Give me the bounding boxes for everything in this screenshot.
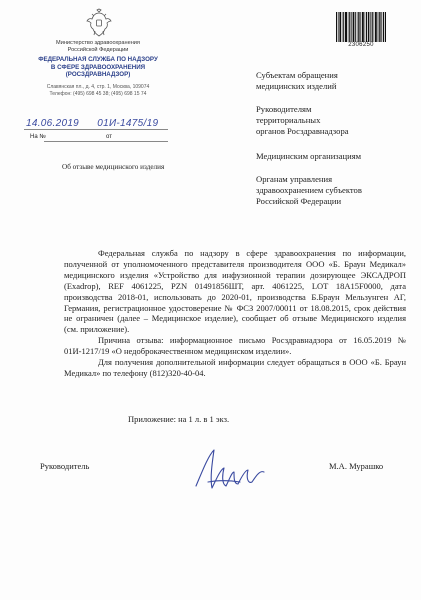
reference-label: На №: [30, 134, 46, 140]
letter-number: 01И-1475/19: [97, 118, 159, 129]
service-line: В СФЕРЕ ЗДРАВООХРАНЕНИЯ: [50, 63, 146, 71]
service-line: ФЕДЕРАЛЬНАЯ СЛУЖБА ПО НАДЗОРУ: [38, 56, 158, 63]
service-line: (РОСЗДРАВНАДЗОР): [65, 71, 131, 78]
letter-subject: Об отзыве медицинского изделия: [62, 163, 165, 171]
barcode-icon: [336, 12, 386, 42]
address-line: Телефон: (495) 698 45 38; (495) 698 15 74: [49, 91, 147, 97]
barcode-number: 2306250: [348, 42, 374, 48]
signer-name: М.А. Мурашко: [329, 461, 384, 471]
body-paragraph: Федеральная служба по надзору в сфере здравоохранения по информации, полученной от уполномоченного представителя производителя ООО «Б. Браун Медикал» медицинского изделия «Устройство для инфузионной терапии дозирующее ЭКСАДРОП (Exadrop), REF 4061225, PZN 01491856ШТ, арт. 4061225, LOT 18A15F0000, дата производства 2018-01, использовать до 2020-01, производства Б.Браун Мельзунген АГ, Германия, регистрационное удостоверение № ФСЗ 2007/00011 от 18.08.2015, срок действия не ограничен (далее – Медицинское изделие), сообщает об отзыве Медицинского изделия (см. приложение).: [64, 248, 406, 335]
recipient-line: медицинских изделий: [256, 81, 337, 91]
recipient-block: [256, 104, 406, 137]
body-paragraph: Для получения дополнительной информации следует обращаться в ООО «Б. Браун Медикал» по телефону (812)320-40-04.: [64, 357, 406, 378]
reference-from-label: от: [106, 134, 112, 140]
sender-address: [24, 84, 172, 98]
ministry-name: [24, 40, 172, 54]
ministry-line: Министерство здравоохранения: [56, 40, 140, 46]
handwritten-date-number: [26, 118, 158, 129]
recipient-block: [256, 151, 406, 162]
recipient-block: [256, 174, 406, 207]
body-paragraph: Причина отзыва: информационное письмо Росздравнадзора от 16.05.2019 № 01И-1217/19 «О недоброкачественном медицинском изделии».: [64, 335, 406, 357]
service-name: [24, 56, 172, 79]
date-underline: [24, 129, 168, 130]
recipient-line: Медицинским организациям: [256, 151, 362, 161]
reference-underline: [44, 141, 168, 142]
attachment-note: Приложение: на 1 л. в 1 экз.: [128, 414, 230, 424]
signer-role: Руководитель: [40, 461, 90, 471]
recipient-line: Руководителям: [256, 104, 312, 114]
recipient-line: Российской Федерации: [256, 196, 342, 206]
letter-date: 14.06.2019: [26, 118, 80, 129]
recipient-line: территориальных: [256, 115, 321, 125]
ministry-line: Российской Федерации: [67, 47, 129, 53]
handwritten-signature-icon: [188, 442, 278, 502]
state-emblem-icon: [86, 8, 112, 38]
recipient-line: здравоохранением субъектов: [256, 185, 362, 195]
recipient-line: органов Росздравнадзора: [256, 126, 349, 136]
address-line: Славянская пл., д. 4, стр. 1, Москва, 109074: [46, 84, 150, 90]
recipient-line: Органам управления: [256, 174, 333, 184]
recipient-line: Субъектам обращения: [256, 70, 338, 80]
letter-body: [64, 248, 406, 379]
recipient-block: [256, 70, 406, 92]
